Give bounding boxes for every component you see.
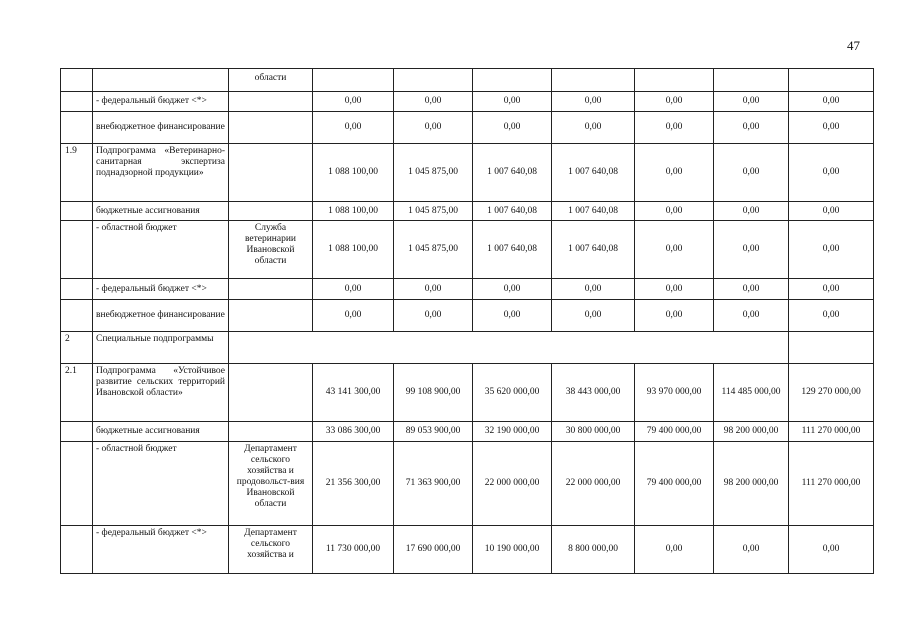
table-row (61, 332, 874, 364)
value-cell: 0,00 (552, 112, 635, 144)
value-cell: 93 970 000,00 (635, 364, 714, 422)
value-cell (552, 69, 635, 92)
value-cell: 0,00 (714, 300, 789, 332)
value-cell: 0,00 (635, 112, 714, 144)
value-cell: 30 800 000,00 (552, 422, 635, 442)
value-cell (473, 69, 552, 92)
row-name: - федеральный бюджет <*> (93, 526, 229, 574)
value-cell (313, 69, 394, 92)
value-cell: 114 485 000,00 (714, 364, 789, 422)
value-cell: 1 007 640,08 (473, 202, 552, 221)
value-cell: 0,00 (635, 202, 714, 221)
row-executor: Служба ветеринарии Ивановской области (229, 221, 313, 279)
row-number (61, 202, 93, 221)
value-cell: 99 108 900,00 (394, 364, 473, 422)
row-name: внебюджетное финансирование (93, 112, 229, 144)
value-cell: 33 086 300,00 (313, 422, 394, 442)
row-number (61, 526, 93, 574)
value-cell: 0,00 (635, 300, 714, 332)
row-number (61, 279, 93, 300)
value-cell (789, 332, 874, 364)
value-cell: 0,00 (714, 221, 789, 279)
budget-table-container (60, 68, 874, 594)
value-cell: 35 620 000,00 (473, 364, 552, 422)
value-cell: 22 000 000,00 (473, 442, 552, 526)
value-cell: 0,00 (789, 112, 874, 144)
row-executor (229, 144, 313, 202)
value-cell: 0,00 (789, 144, 874, 202)
row-name: - областной бюджет (93, 221, 229, 279)
value-cell: 22 000 000,00 (552, 442, 635, 526)
row-executor (229, 202, 313, 221)
value-cell: 0,00 (635, 221, 714, 279)
row-name (93, 69, 229, 92)
value-cell: 0,00 (473, 92, 552, 112)
row-executor: Департамент сельского хозяйства и продовольст-вия Ивановской области (229, 442, 313, 526)
row-number (61, 422, 93, 442)
value-cell: 0,00 (714, 202, 789, 221)
row-number: 2.1 (61, 364, 93, 422)
value-cell: 0,00 (473, 300, 552, 332)
value-cell: 0,00 (552, 300, 635, 332)
row-number (61, 442, 93, 526)
value-cell: 1 088 100,00 (313, 144, 394, 202)
value-cell: 0,00 (789, 202, 874, 221)
value-cell: 8 800 000,00 (552, 526, 635, 574)
row-name: - федеральный бюджет <*> (93, 279, 229, 300)
table-row (61, 300, 874, 332)
value-cell: 1 045 875,00 (394, 202, 473, 221)
section-merged-cell (229, 332, 789, 364)
row-executor (229, 279, 313, 300)
value-cell: 0,00 (473, 279, 552, 300)
table-row (61, 69, 874, 92)
value-cell: 0,00 (714, 92, 789, 112)
value-cell: 0,00 (394, 112, 473, 144)
row-number (61, 221, 93, 279)
value-cell: 1 088 100,00 (313, 202, 394, 221)
table-row (61, 221, 874, 279)
value-cell: 0,00 (714, 279, 789, 300)
value-cell: 1 007 640,08 (552, 221, 635, 279)
value-cell: 0,00 (789, 279, 874, 300)
value-cell: 129 270 000,00 (789, 364, 874, 422)
row-executor (229, 112, 313, 144)
value-cell: 43 141 300,00 (313, 364, 394, 422)
table-row (61, 92, 874, 112)
value-cell: 0,00 (635, 526, 714, 574)
value-cell: 38 443 000,00 (552, 364, 635, 422)
value-cell: 1 045 875,00 (394, 144, 473, 202)
value-cell (789, 69, 874, 92)
value-cell: 89 053 900,00 (394, 422, 473, 442)
value-cell: 0,00 (789, 300, 874, 332)
table-row (61, 442, 874, 526)
row-number: 1.9 (61, 144, 93, 202)
row-name: Подпрограмма «Устойчивое развитие сельских территорий Ивановской области» (93, 364, 229, 422)
value-cell: 0,00 (394, 92, 473, 112)
value-cell: 0,00 (714, 112, 789, 144)
value-cell (394, 69, 473, 92)
row-executor (229, 300, 313, 332)
value-cell: 0,00 (789, 526, 874, 574)
value-cell: 0,00 (313, 300, 394, 332)
row-name: внебюджетное финансирование (93, 300, 229, 332)
value-cell: 79 400 000,00 (635, 442, 714, 526)
value-cell: 0,00 (473, 112, 552, 144)
value-cell: 0,00 (394, 300, 473, 332)
table-row (61, 526, 874, 574)
budget-table (60, 68, 874, 574)
table-row (61, 364, 874, 422)
page-number: 47 (847, 38, 860, 53)
value-cell: 0,00 (635, 279, 714, 300)
value-cell: 1 088 100,00 (313, 221, 394, 279)
row-name: Специальные подпрограммы (93, 332, 229, 364)
row-executor (229, 92, 313, 112)
row-number (61, 112, 93, 144)
value-cell: 0,00 (313, 92, 394, 112)
value-cell: 1 045 875,00 (394, 221, 473, 279)
value-cell: 98 200 000,00 (714, 422, 789, 442)
value-cell: 0,00 (313, 279, 394, 300)
value-cell: 111 270 000,00 (789, 442, 874, 526)
row-executor: области (229, 69, 313, 92)
value-cell: 1 007 640,08 (473, 144, 552, 202)
value-cell: 10 190 000,00 (473, 526, 552, 574)
value-cell: 0,00 (789, 221, 874, 279)
row-number: 2 (61, 332, 93, 364)
value-cell: 71 363 900,00 (394, 442, 473, 526)
row-number (61, 92, 93, 112)
table-row (61, 144, 874, 202)
value-cell: 1 007 640,08 (552, 144, 635, 202)
value-cell: 1 007 640,08 (473, 221, 552, 279)
row-number (61, 300, 93, 332)
value-cell: 0,00 (635, 92, 714, 112)
row-executor (229, 364, 313, 422)
value-cell: 0,00 (714, 526, 789, 574)
row-name: - областной бюджет (93, 442, 229, 526)
row-name: бюджетные ассигнования (93, 202, 229, 221)
value-cell (635, 69, 714, 92)
value-cell (714, 69, 789, 92)
row-executor: Департамент сельского хозяйства и (229, 526, 313, 574)
table-row (61, 422, 874, 442)
value-cell: 21 356 300,00 (313, 442, 394, 526)
table-row (61, 112, 874, 144)
table-row (61, 202, 874, 221)
value-cell: 0,00 (313, 112, 394, 144)
value-cell: 98 200 000,00 (714, 442, 789, 526)
value-cell: 17 690 000,00 (394, 526, 473, 574)
row-executor (229, 422, 313, 442)
value-cell: 32 190 000,00 (473, 422, 552, 442)
row-name: - федеральный бюджет <*> (93, 92, 229, 112)
value-cell: 0,00 (635, 144, 714, 202)
value-cell: 0,00 (552, 92, 635, 112)
value-cell: 111 270 000,00 (789, 422, 874, 442)
table-row (61, 279, 874, 300)
row-number (61, 69, 93, 92)
value-cell: 0,00 (552, 279, 635, 300)
value-cell: 1 007 640,08 (552, 202, 635, 221)
value-cell: 0,00 (714, 144, 789, 202)
row-name: Подпрограмма «Ветеринарно-санитарная экспертиза поднадзорной продукции» (93, 144, 229, 202)
row-name: бюджетные ассигнования (93, 422, 229, 442)
value-cell: 11 730 000,00 (313, 526, 394, 574)
value-cell: 79 400 000,00 (635, 422, 714, 442)
value-cell: 0,00 (394, 279, 473, 300)
value-cell: 0,00 (789, 92, 874, 112)
